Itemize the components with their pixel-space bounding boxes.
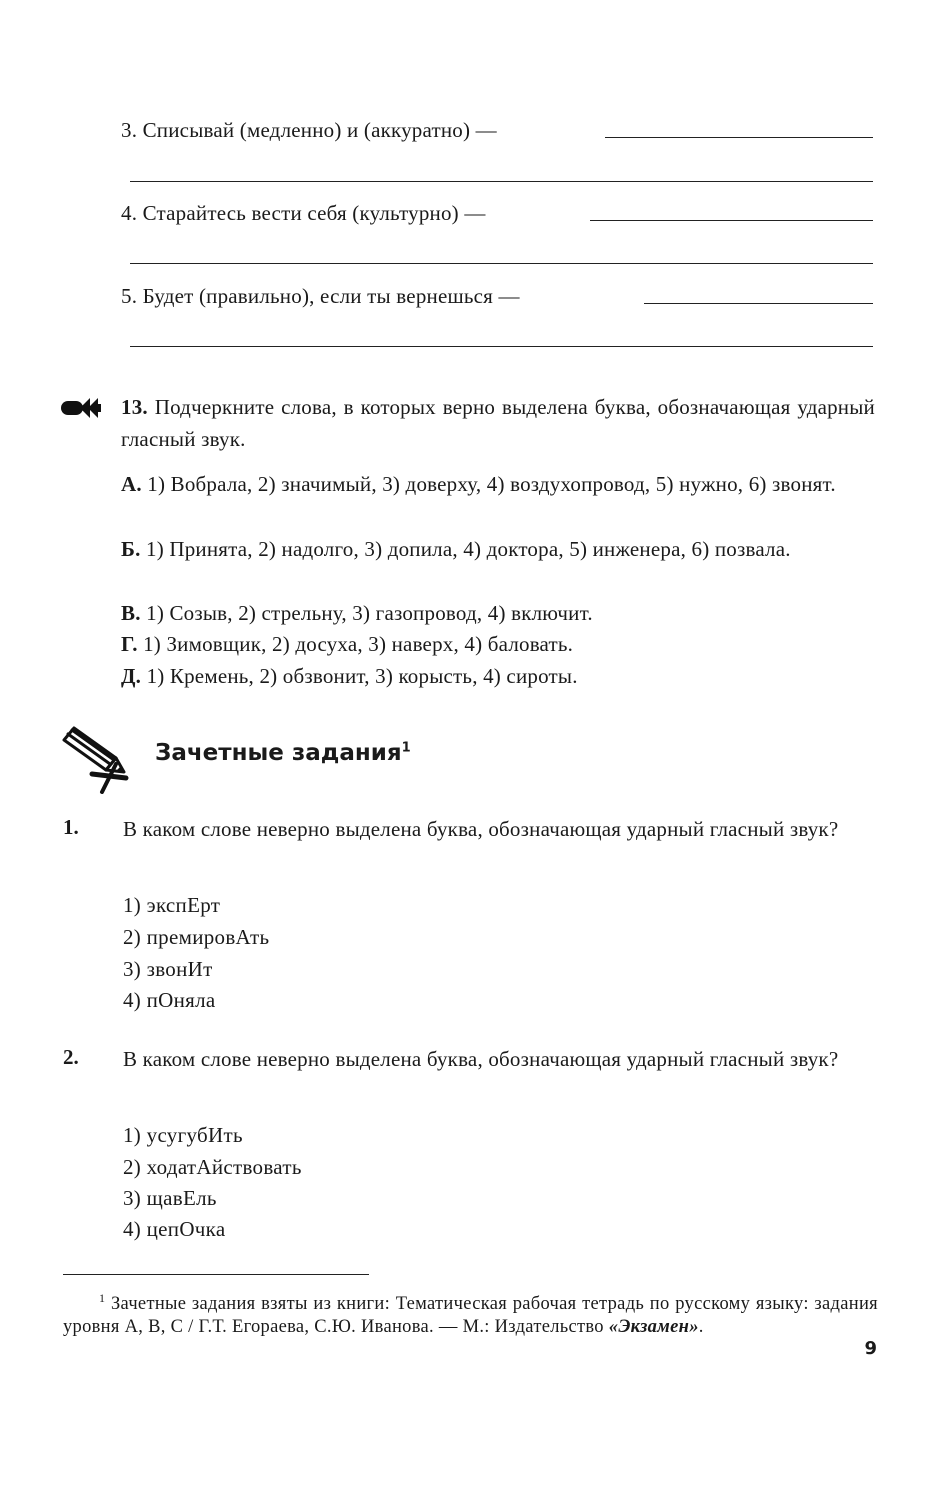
question-1-text: В каком слове неверно выделена буква, обозначающая ударный гласный звук? bbox=[123, 817, 839, 841]
group-label: Б. bbox=[121, 537, 141, 561]
question-2-option-1[interactable]: 1) усугубИть bbox=[123, 1123, 243, 1147]
question-1-option-1[interactable]: 1) экспЕрт bbox=[123, 893, 221, 917]
question-1-option-2[interactable]: 2) премировАть bbox=[123, 925, 270, 949]
answer-blank-4a[interactable] bbox=[590, 220, 873, 221]
answer-blank-5a[interactable] bbox=[644, 303, 873, 304]
task13-group-b bbox=[63, 533, 875, 565]
question-2-number: 2. bbox=[63, 1045, 79, 1069]
question-2-text: В каком слове неверно выделена буква, обозначающая ударный гласный звук? bbox=[123, 1047, 839, 1071]
group-label: В. bbox=[121, 601, 141, 625]
question-2-option-3[interactable]: 3) щавЕль bbox=[123, 1186, 217, 1210]
task13-intro: Подчеркните слова, в которых верно выделена буква, обозначающая ударный гласный звук. bbox=[121, 395, 875, 451]
question-1-option-3[interactable]: 3) звонИт bbox=[123, 957, 213, 981]
question-1-number: 1. bbox=[63, 815, 79, 839]
question-2-option-2[interactable]: 2) ходатАйствовать bbox=[123, 1155, 302, 1179]
exercise-line-5: 5. Будет (правильно), если ты вернешься — bbox=[121, 284, 520, 308]
footnote bbox=[63, 1287, 878, 1339]
task13-group-g bbox=[121, 628, 881, 660]
task13-group-a bbox=[63, 468, 875, 500]
group-text: 1) Принята, 2) надолго, 3) допила, 4) доктора, 5) инженера, 6) позвала. bbox=[146, 537, 791, 561]
task13-group-v bbox=[121, 597, 881, 629]
footnote-publisher: «Экзамен» bbox=[608, 1317, 699, 1338]
group-text: 1) Созыв, 2) стрельну, 3) газопровод, 4) включит. bbox=[146, 601, 593, 625]
task13-number: 13. bbox=[121, 395, 148, 419]
answer-blank-3a[interactable] bbox=[605, 137, 873, 138]
task13-group-d bbox=[121, 660, 881, 692]
answer-blank-5b[interactable] bbox=[130, 346, 873, 347]
answer-blank-3b[interactable] bbox=[130, 181, 873, 182]
footnote-divider bbox=[63, 1274, 369, 1275]
task13-heading bbox=[121, 391, 875, 455]
group-text: 1) Кремень, 2) обзвонит, 3) корысть, 4) сироты. bbox=[146, 664, 578, 688]
footnote-mark: 1 bbox=[99, 1291, 106, 1305]
answer-blank-4b[interactable] bbox=[130, 263, 873, 264]
pencil-icon bbox=[58, 722, 140, 794]
task-marker-icon bbox=[60, 395, 106, 421]
footnote-text: Зачетные задания взяты из книги: Тематическая рабочая тетрадь по русскому языку: задания уровня А, В, С / Г.Т. Егораева, С.Ю. Иванова. — М.: Издательство bbox=[63, 1294, 878, 1338]
footnote-end: . bbox=[698, 1317, 704, 1338]
section-title-text: Зачетные задания bbox=[155, 740, 402, 766]
exercise-line-3: 3. Списывай (медленно) и (аккуратно) — bbox=[121, 118, 497, 142]
section-title bbox=[155, 740, 411, 766]
question-1-option-4[interactable]: 4) пОняла bbox=[123, 988, 216, 1012]
group-label: А. bbox=[121, 472, 142, 496]
question-2-option-4[interactable]: 4) цепОчка bbox=[123, 1217, 226, 1241]
page-number: 9 bbox=[864, 1338, 877, 1359]
footnote-ref[interactable]: 1 bbox=[401, 740, 411, 756]
group-text: 1) Зимовщик, 2) досуха, 3) наверх, 4) баловать. bbox=[143, 632, 574, 656]
group-text: 1) Вобрала, 2) значимый, 3) доверху, 4) воздухопровод, 5) нужно, 6) звонят. bbox=[147, 472, 836, 496]
group-label: Г. bbox=[121, 632, 138, 656]
group-label: Д. bbox=[121, 664, 142, 688]
exercise-line-4: 4. Старайтесь вести себя (культурно) — bbox=[121, 201, 486, 225]
